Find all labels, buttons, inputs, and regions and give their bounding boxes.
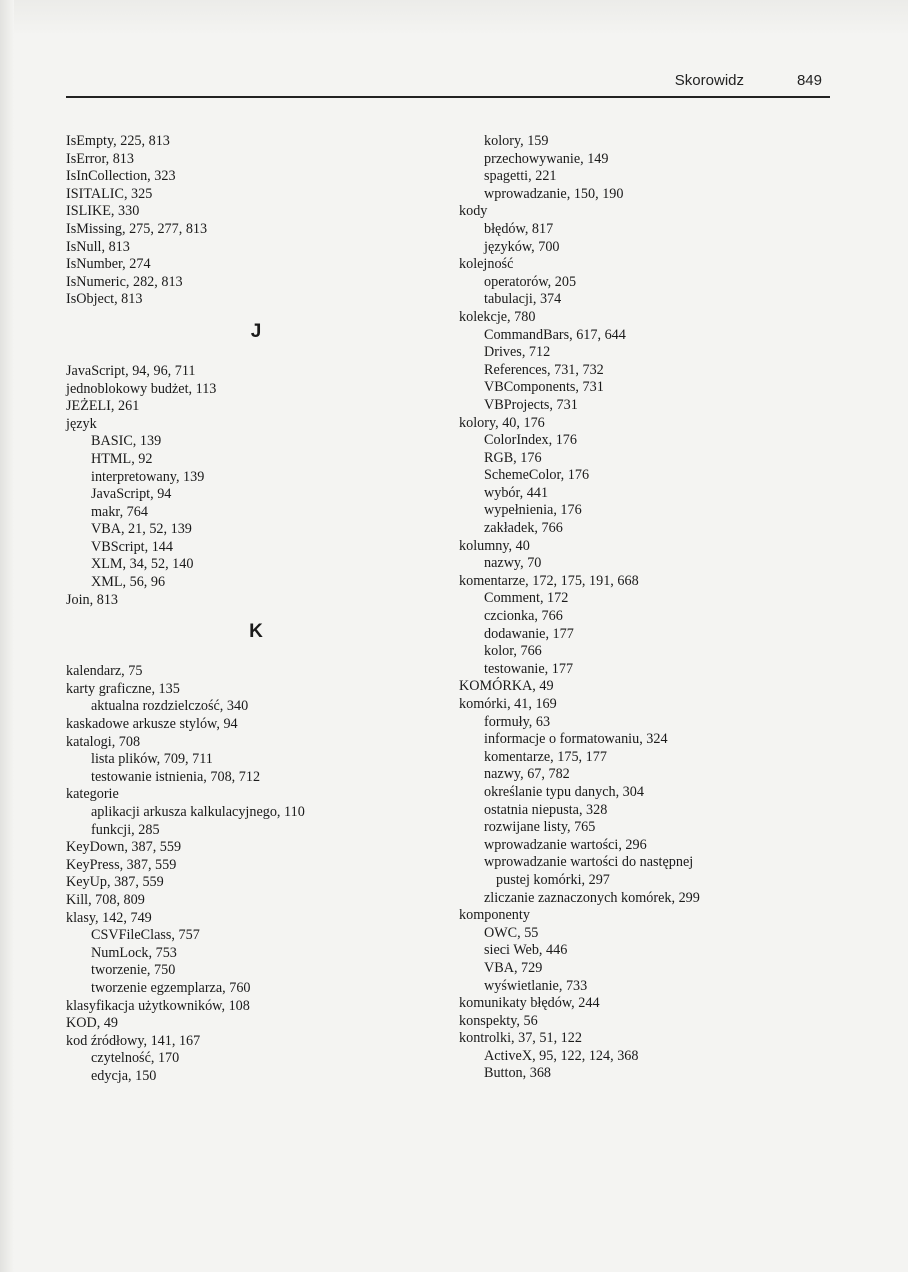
index-subentry: lista plików, 709, 711 xyxy=(91,751,213,768)
index-subentry: czcionka, 766 xyxy=(484,608,563,625)
index-column-right xyxy=(459,133,839,1083)
index-subentry: CommandBars, 617, 644 xyxy=(484,326,626,343)
index-subentry: wprowadzanie wartości do następnej xyxy=(484,854,694,871)
index-entry: ISLIKE, 330 xyxy=(66,203,140,220)
index-subentry: VBA, 21, 52, 139 xyxy=(91,521,192,538)
index-subentry: makr, 764 xyxy=(91,503,148,520)
index-subentry: HTML, 92 xyxy=(91,450,153,467)
index-subentry: informacje o formatowaniu, 324 xyxy=(484,731,668,748)
index-entry: IsEmpty, 225, 813 xyxy=(66,133,170,149)
index-entry: IsMissing, 275, 277, 813 xyxy=(66,220,208,237)
index-subentry: aktualna rozdzielczość, 340 xyxy=(91,698,249,715)
index-subentry: wprowadzanie, 150, 190 xyxy=(484,185,624,202)
index-entry: IsNumeric, 282, 813 xyxy=(66,273,183,290)
index-subentry: sieci Web, 446 xyxy=(484,942,568,959)
scan-shadow-top xyxy=(0,0,908,36)
index-subentry: BASIC, 139 xyxy=(91,433,162,450)
index-subentry: kolory, 159 xyxy=(484,133,549,149)
index-subentry: ColorIndex, 176 xyxy=(484,432,577,449)
index-entry: KeyUp, 387, 559 xyxy=(66,874,164,891)
header-rule xyxy=(66,96,830,98)
index-subentry: pustej komórki, 297 xyxy=(496,871,610,888)
index-subentry: VBA, 729 xyxy=(484,959,543,976)
header-title: Skorowidz xyxy=(674,72,744,89)
index-column-left xyxy=(66,133,446,1086)
index-subentry: wypełnienia, 176 xyxy=(484,502,582,519)
index-entry: konspekty, 56 xyxy=(459,1012,538,1029)
index-subentry: rozwijane listy, 765 xyxy=(484,819,596,836)
index-entry: komponenty xyxy=(459,907,530,924)
index-subentry: VBComponents, 731 xyxy=(484,379,604,396)
index-entry: kody xyxy=(459,203,488,220)
section-letter: K xyxy=(249,621,263,643)
index-entry: komunikaty błędów, 244 xyxy=(459,995,600,1012)
index-subentry: VBScript, 144 xyxy=(91,538,173,555)
index-subentry: określanie typu danych, 304 xyxy=(484,783,644,800)
index-subentry: JavaScript, 94 xyxy=(91,486,172,503)
index-subentry: VBProjects, 731 xyxy=(484,396,578,413)
running-header xyxy=(66,72,830,94)
index-entry: JavaScript, 94, 96, 711 xyxy=(66,362,196,379)
index-subentry: zliczanie zaznaczonych komórek, 299 xyxy=(484,889,700,906)
index-subentry: References, 731, 732 xyxy=(484,361,604,378)
index-subentry: zakładek, 766 xyxy=(484,520,563,537)
index-subentry: wyświetlanie, 733 xyxy=(484,977,588,994)
index-subentry: przechowywanie, 149 xyxy=(484,150,609,167)
index-entry: karty graficzne, 135 xyxy=(66,680,180,697)
index-subentry: interpretowany, 139 xyxy=(91,468,205,485)
index-subentry: wprowadzanie wartości, 296 xyxy=(484,836,647,853)
index-subentry: nazwy, 70 xyxy=(484,555,542,572)
index-subentry: tworzenie egzemplarza, 760 xyxy=(91,979,251,996)
index-subentry: XML, 56, 96 xyxy=(91,574,166,591)
index-subentry: spagetti, 221 xyxy=(484,168,557,185)
index-entry: IsError, 813 xyxy=(66,150,134,167)
index-subentry: RGB, 176 xyxy=(484,449,542,466)
section-letter: J xyxy=(250,320,262,342)
index-subentry: wybór, 441 xyxy=(484,484,549,501)
index-subentry: funkcji, 285 xyxy=(91,821,160,838)
index-entry: komentarze, 172, 175, 191, 668 xyxy=(459,572,639,589)
index-entry: IsNull, 813 xyxy=(66,238,130,255)
index-entry: IsObject, 813 xyxy=(66,291,143,308)
index-subentry: NumLock, 753 xyxy=(91,944,177,961)
index-subentry: CSVFileClass, 757 xyxy=(91,927,200,944)
index-entry: kolory, 40, 176 xyxy=(459,414,545,431)
index-entry: IsNumber, 274 xyxy=(66,256,151,273)
index-entry: kolumny, 40 xyxy=(459,537,530,554)
scan-shadow-left xyxy=(0,0,14,1272)
index-entry: kalendarz, 75 xyxy=(66,663,143,680)
index-subentry: tworzenie, 750 xyxy=(91,962,176,979)
index-subentry: ostatnia niepusta, 328 xyxy=(484,801,608,818)
index-subentry: błędów, 817 xyxy=(484,220,554,237)
index-entry: kontrolki, 37, 51, 122 xyxy=(459,1030,582,1047)
index-entry: kolekcje, 780 xyxy=(459,308,536,325)
index-entry: kod źródłowy, 141, 167 xyxy=(66,1032,201,1049)
index-subentry: XLM, 34, 52, 140 xyxy=(91,556,194,573)
index-entry: Kill, 708, 809 xyxy=(66,891,145,908)
page-number: 849 xyxy=(796,72,822,89)
index-subentry: języków, 700 xyxy=(484,238,560,255)
index-subentry: tabulacji, 374 xyxy=(484,291,562,308)
index-subentry: operatorów, 205 xyxy=(484,273,577,290)
index-subentry: Button, 368 xyxy=(484,1065,552,1082)
index-entry: język xyxy=(66,415,97,432)
index-subentry: kolor, 766 xyxy=(484,643,542,660)
index-entry: KOMÓRKA, 49 xyxy=(459,678,554,695)
index-subentry: Drives, 712 xyxy=(484,344,551,361)
index-entry: JEŻELI, 261 xyxy=(66,398,140,415)
index-entry: KeyDown, 387, 559 xyxy=(66,839,182,856)
index-entry: Join, 813 xyxy=(66,591,119,608)
index-subentry: komentarze, 175, 177 xyxy=(484,748,607,765)
index-entry: kaskadowe arkusze stylów, 94 xyxy=(66,716,238,733)
index-entry: ISITALIC, 325 xyxy=(66,185,153,202)
index-entry: katalogi, 708 xyxy=(66,733,141,750)
index-entry: IsInCollection, 323 xyxy=(66,168,176,185)
index-entry: jednoblokowy budżet, 113 xyxy=(66,380,217,397)
index-subentry: OWC, 55 xyxy=(484,924,539,941)
index-subentry: czytelność, 170 xyxy=(91,1050,180,1067)
index-subentry: dodawanie, 177 xyxy=(484,625,574,642)
index-entry: kategorie xyxy=(66,786,119,803)
index-entry: klasy, 142, 749 xyxy=(66,909,152,926)
index-subentry: testowanie istnienia, 708, 712 xyxy=(91,768,261,785)
index-subentry: testowanie, 177 xyxy=(484,660,574,677)
index-entry: klasyfikacja użytkowników, 108 xyxy=(66,997,250,1014)
index-subentry: edycja, 150 xyxy=(91,1067,157,1084)
index-subentry: aplikacji arkusza kalkulacyjnego, 110 xyxy=(91,804,305,820)
index-entry: kolejność xyxy=(459,256,514,273)
index-subentry: Comment, 172 xyxy=(484,590,569,607)
index-subentry: ActiveX, 95, 122, 124, 368 xyxy=(484,1047,639,1064)
index-subentry: SchemeColor, 176 xyxy=(484,467,590,484)
index-subentry: nazwy, 67, 782 xyxy=(484,766,570,783)
index-entry: KeyPress, 387, 559 xyxy=(66,856,177,873)
index-entry: KOD, 49 xyxy=(66,1015,119,1032)
index-subentry: formuły, 63 xyxy=(484,713,551,730)
index-entry: komórki, 41, 169 xyxy=(459,696,557,712)
